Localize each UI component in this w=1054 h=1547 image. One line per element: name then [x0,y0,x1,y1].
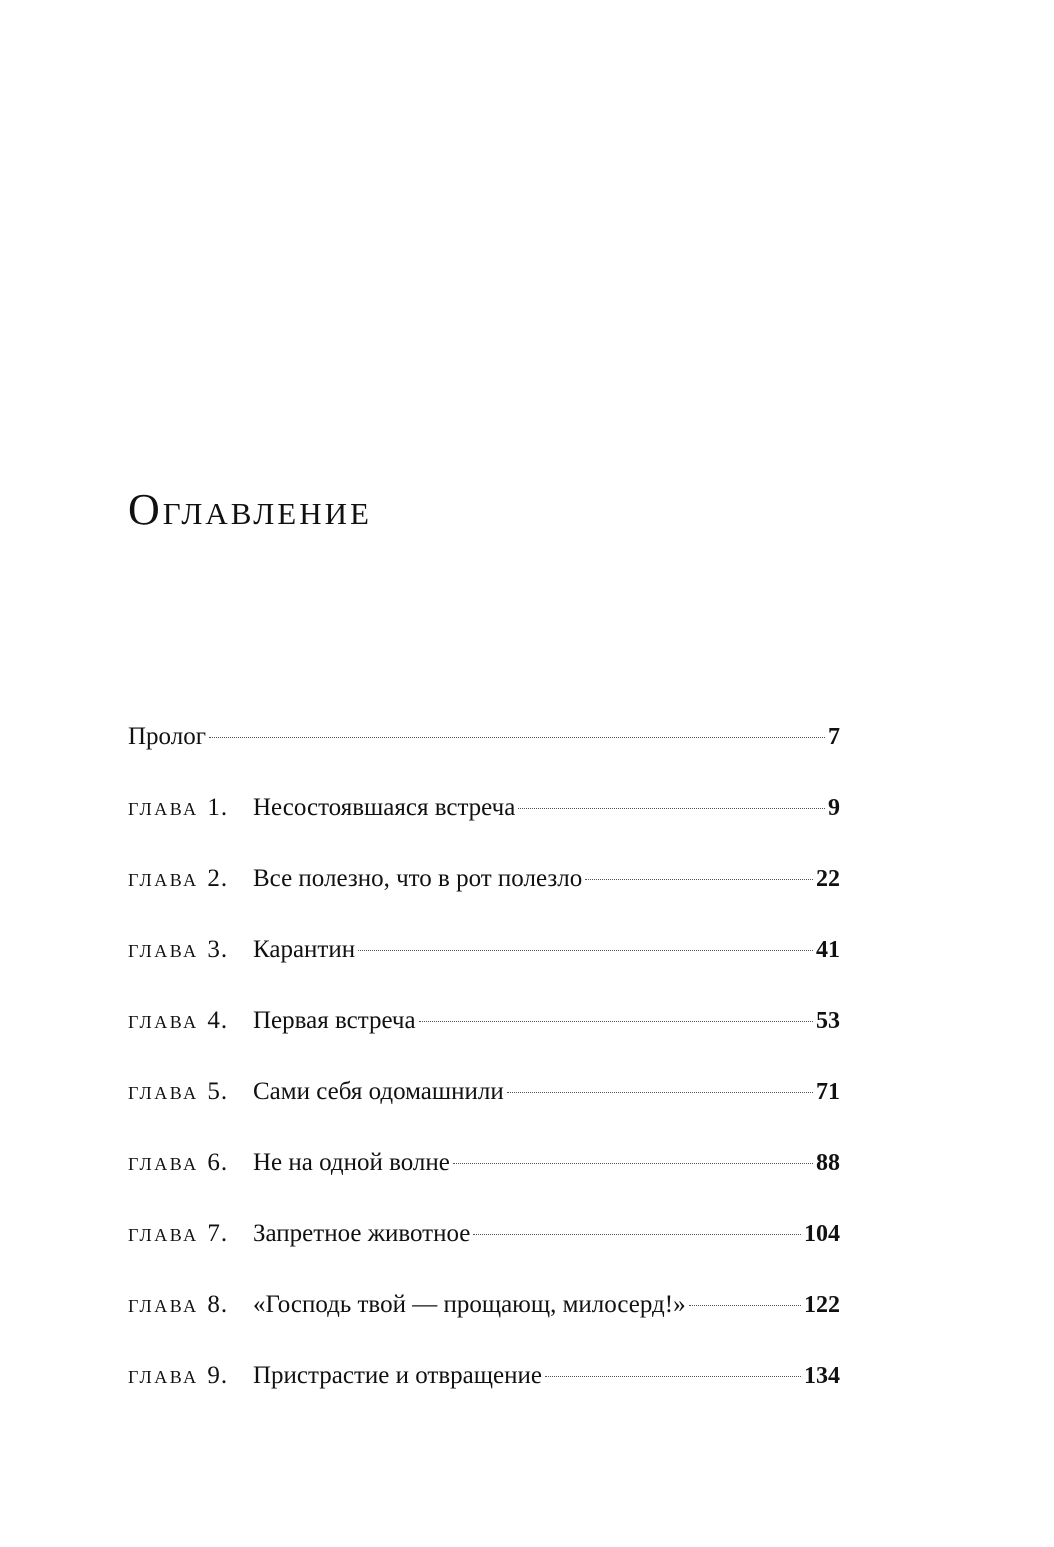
toc-entry-title: Карантин [253,936,356,963]
dot-leader [689,1305,801,1306]
dot-leader [473,1234,801,1235]
toc-entry-page: 53 [816,1008,840,1034]
chapter-number: 4. [207,1007,229,1034]
chapter-number: 1. [207,794,229,821]
toc-entry-page: 122 [804,1292,840,1318]
toc-entry-page: 88 [816,1150,840,1176]
toc-entry-chapter-7[interactable] [128,1214,840,1285]
chapter-word: глава [128,1291,199,1318]
chapter-label [128,1143,253,1183]
dot-leader [518,808,825,809]
chapter-label [128,1356,253,1396]
toc-entry-page: 7 [828,724,840,750]
dot-leader [419,1021,813,1022]
dot-leader [545,1376,801,1377]
chapter-word: глава [128,1007,199,1034]
toc-entry-page: 22 [816,866,840,892]
chapter-number: 6. [207,1149,229,1176]
toc-entry-title: Пристрастие и отвращение [253,1362,542,1389]
dot-leader [209,737,825,738]
chapter-word: глава [128,1149,199,1176]
chapter-number: 3. [207,936,229,963]
page-title: Оглавление [128,485,372,534]
chapter-label [128,788,253,828]
toc-entry-title: Первая встреча [253,1007,416,1034]
dot-leader [453,1163,813,1164]
chapter-word: глава [128,936,199,963]
toc-entry-prologue[interactable] [128,717,840,788]
chapter-number: 7. [207,1220,229,1247]
chapter-word: глава [128,1362,199,1389]
chapter-label [128,859,253,899]
chapter-label [128,1072,253,1112]
toc-entry-chapter-8[interactable] [128,1285,840,1356]
toc-entry-title: Все полезно, что в рот полезло [253,865,583,892]
chapter-number: 5. [207,1078,229,1105]
toc-entry-title: Несостоявшаяся встреча [253,794,516,821]
chapter-label [128,1285,253,1325]
chapter-word: глава [128,1220,199,1247]
toc-entry-chapter-5[interactable] [128,1072,840,1143]
toc-entry-page: 9 [828,795,840,821]
toc-entry-chapter-9[interactable] [128,1356,840,1427]
dot-leader [585,879,813,880]
toc-entry-title: Не на одной волне [253,1149,450,1176]
toc-entry-title: Сами себя одомашнили [253,1078,504,1105]
toc-entry-page: 104 [804,1221,840,1247]
toc-entry-page: 71 [816,1079,840,1105]
chapter-number: 8. [207,1291,229,1318]
toc-entry-chapter-6[interactable] [128,1143,840,1214]
toc-entry-page: 134 [804,1363,840,1389]
chapter-number: 2. [207,865,229,892]
dot-leader [358,950,813,951]
toc-entry-chapter-4[interactable] [128,1001,840,1072]
toc-entry-title: «Господь твой — прощающ, милосерд!» [253,1291,686,1318]
chapter-label [128,1214,253,1254]
toc-entry-chapter-3[interactable] [128,930,840,1001]
chapter-label [128,1001,253,1041]
table-of-contents [128,717,840,1427]
dot-leader [507,1092,813,1093]
chapter-word: глава [128,794,199,821]
toc-entry-title: Пролог [128,723,206,750]
toc-entry-chapter-2[interactable] [128,859,840,930]
chapter-number: 9. [207,1362,229,1389]
toc-entry-title: Запретное животное [253,1220,471,1247]
toc-entry-chapter-1[interactable] [128,788,840,859]
chapter-word: глава [128,865,199,892]
toc-entry-page: 41 [816,937,840,963]
chapter-label [128,930,253,970]
chapter-word: глава [128,1078,199,1105]
